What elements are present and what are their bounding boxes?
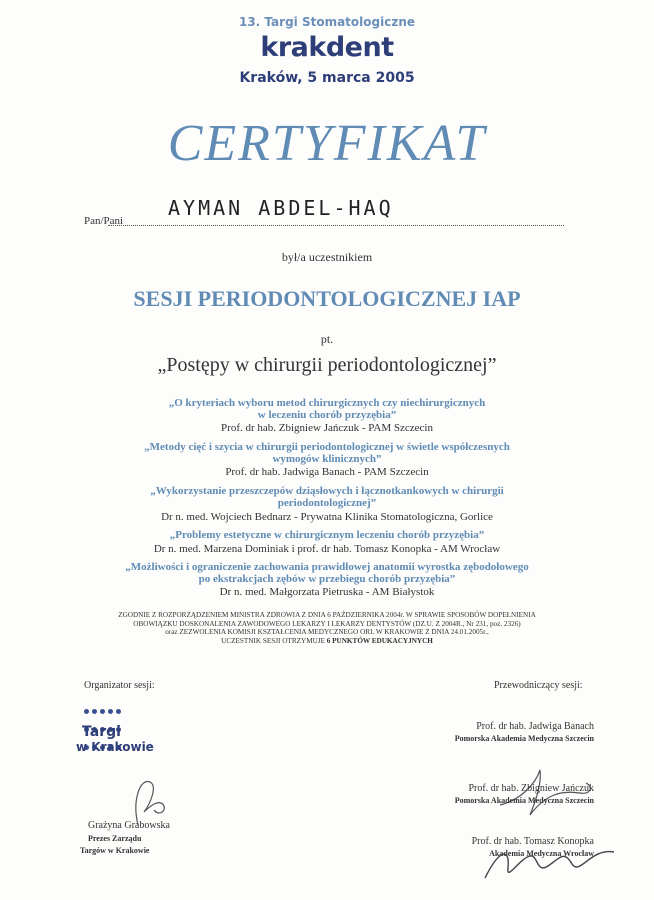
recipient-name: AYMAN ABDEL-HAQ (168, 196, 394, 220)
recipient-label: Pan/Pani (84, 215, 124, 227)
organizer-signer-name: Grażyna Grabowska (88, 820, 170, 831)
legal-line-4 (0, 637, 654, 646)
chair-1-name: Prof. dr hab. Jadwiga Banach (476, 721, 594, 732)
lecture-5-title-line-1: „Możliwości i ograniczenie zachowania prawidłowej anatomii wyrostka zębodołowego (125, 561, 529, 573)
recipient-dotted-line (108, 225, 564, 226)
krakdent-logo: krakdent (260, 32, 394, 63)
lecture-2-title-line-1: „Metody cięć i szycia w chirurgii periodontologicznej w świetle współczesnych (144, 441, 510, 453)
participation-text: był/a uczestnikiem (281, 250, 373, 264)
chair-2-institution: Pomorska Akademia Medyczna Szczecin (454, 796, 594, 805)
lecture-5-lecturer: Dr n. med. Małgorzata Pietruska - AM Białystok (219, 586, 435, 598)
certificate-title: CERTYFIKAT (167, 115, 487, 172)
organizer-signer-role-1: Prezes Zarządu (88, 834, 142, 843)
chairs-label: Przewodniczący sesji: (494, 680, 583, 691)
lecture-3-lecturer: Dr n. med. Wojciech Bednarz - Prywatna Klinika Stomatologiczna, Gorlice (161, 511, 493, 523)
session-topic: „Postępy w chirurgii periodontologicznej” (157, 354, 497, 376)
session-name: SESJI PERIODONTOLOGICZNEJ IAP (133, 286, 521, 311)
lecture-2-title-line-2: wymogów klinicznych” (272, 453, 382, 465)
lecture-3-title-line-2: periodontologicznej” (277, 497, 377, 509)
chair-2-name: Prof. dr hab. Zbigniew Jańczuk (468, 783, 594, 794)
organizer-signer-role-2: Targów w Krakowie (80, 846, 150, 855)
event-date-place: Kraków, 5 marca 2005 (239, 70, 415, 86)
lecture-1-title-line-2: w leczeniu chorób przyzębia” (257, 409, 397, 421)
legal-line-4-prefix: UCZESTNIK SESJI OTRZYMUJE (221, 636, 325, 645)
fair-name: 13. Targi Stomatologiczne (238, 15, 415, 29)
lecture-4-lecturer: Dr n. med. Marzena Dominiak i prof. dr hab. Tomasz Konopka - AM Wrocław (153, 543, 501, 555)
chair-3-name: Prof. dr hab. Tomasz Konopka (471, 836, 594, 847)
lecture-2-lecturer: Prof. dr hab. Jadwiga Banach - PAM Szczecin (225, 466, 429, 478)
pt-label: pt. (320, 332, 334, 346)
lecture-5-title-line-2: po ekstrakcjach zębów w przebiegu chorób przyzębia” (198, 573, 456, 585)
chair-3-institution: Akademia Medyczna Wrocław (489, 849, 594, 858)
chair-3-signature (480, 838, 620, 888)
legal-line-2: OBOWIĄZKU DOSKONALENIA ZAWODOWEGO LEKARZY I LEKARZY DENTYSTÓW (DZ.U. Z 2004R., Nr 231, poz. 2326) (133, 619, 521, 628)
legal-notice (0, 611, 654, 645)
lecture-3-title-line-1: „Wykorzystanie przeszczepów dziąsłowych i łącznotkankowych w chirurgii (150, 485, 504, 497)
legal-line-3: oraz ZEZWOLENIA KOMISJI KSZTAŁCENIA MEDYCZNEGO ORL W KRAKOWIE Z DNIA 24.01.2005r., (165, 628, 489, 637)
chair-1-institution: Pomorska Akademia Medyczna Szczecin (454, 734, 594, 743)
organizer-logo-line-2: w Krakowie (76, 740, 154, 754)
lecture-4-title-line-1: „Problemy estetyczne w chirurgicznym leczeniu chorób przyzębia” (169, 529, 485, 541)
chair-2-signature (490, 765, 600, 825)
lecture-1-title-line-1: „O kryteriach wyboru metod chirurgicznych czy niechirurgicznych (168, 397, 486, 409)
education-points: 6 PUNKTÓW EDUKACYJNYCH (326, 636, 433, 645)
organizer-logo-line-1: Targi (82, 724, 121, 740)
lecture-1-lecturer: Prof. dr hab. Zbigniew Jańczuk - PAM Szczecin (221, 422, 433, 434)
organizer-label: Organizator sesji: (84, 680, 155, 691)
legal-line-1: ZGODNIE Z ROZPORZĄDZENIEM MINISTRA ZDROWIA Z DNIA 6 PAŹDZIERNIKA 2004r. W SPRAWIE SPOSOBÓW DOPEŁNIENIA (118, 611, 536, 619)
